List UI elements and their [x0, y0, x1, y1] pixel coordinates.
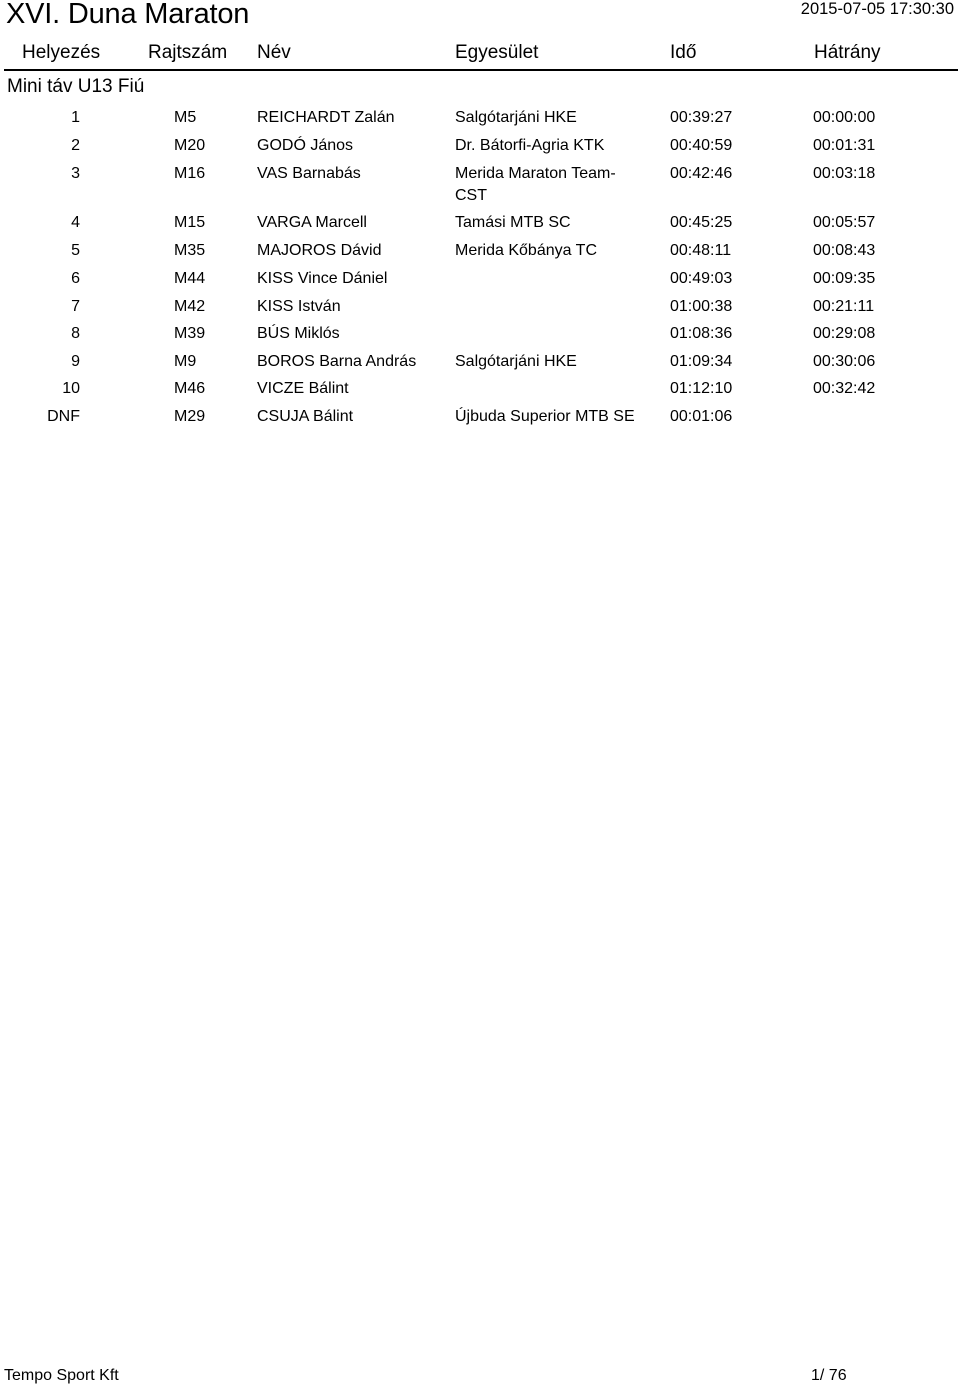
cell-name: VARGA Marcell — [257, 214, 367, 231]
cell-place: 5 — [71, 242, 80, 259]
cell-gap: 00:30:06 — [813, 353, 876, 370]
cell-gap: 00:05:57 — [813, 214, 876, 231]
cell-club: Merida Kőbánya TC — [455, 242, 597, 259]
category-title: Mini táv U13 Fiú — [7, 76, 145, 97]
cell-name: KISS Vince Dániel — [257, 270, 388, 287]
cell-place: 2 — [71, 137, 80, 154]
cell-club: Újbuda Superior MTB SE — [455, 408, 635, 425]
column-header-place: Helyezés — [22, 42, 101, 63]
cell-club: Merida Maraton Team-CST — [455, 165, 616, 204]
cell-place: 10 — [62, 380, 80, 397]
cell-place: DNF — [47, 408, 80, 425]
cell-gap: 00:03:18 — [813, 165, 876, 182]
cell-time: 01:00:38 — [670, 298, 733, 315]
cell-bib: M9 — [174, 353, 197, 370]
cell-club: Salgótarjáni HKE — [455, 109, 577, 126]
cell-place: 4 — [71, 214, 80, 231]
column-header-time: Idő — [670, 42, 697, 63]
cell-place: 6 — [71, 270, 80, 287]
cell-gap: 00:09:35 — [813, 270, 876, 287]
cell-gap: 00:01:31 — [813, 137, 876, 154]
column-header-bib: Rajtszám — [148, 42, 228, 63]
cell-place: 9 — [71, 353, 80, 370]
cell-club: Dr. Bátorfi-Agria KTK — [455, 137, 605, 154]
cell-time: 00:48:11 — [670, 242, 732, 259]
cell-place: 7 — [71, 298, 80, 315]
cell-club: Salgótarjáni HKE — [455, 353, 577, 370]
cell-place: 1 — [71, 109, 80, 126]
cell-name: MAJOROS Dávid — [257, 242, 382, 259]
cell-club: Tamási MTB SC — [455, 214, 571, 231]
cell-gap: 00:32:42 — [813, 380, 876, 397]
cell-bib: M42 — [174, 298, 206, 315]
footer-page-number: 1/ 76 — [811, 1367, 847, 1384]
cell-name: KISS István — [257, 298, 341, 315]
cell-place: 8 — [71, 325, 80, 342]
cell-name: BOROS Barna András — [257, 353, 417, 370]
cell-gap: 00:21:11 — [813, 298, 875, 315]
cell-bib: M44 — [174, 270, 206, 287]
cell-place: 3 — [71, 165, 80, 182]
cell-name: VICZE Bálint — [257, 380, 349, 397]
column-header-name: Név — [257, 42, 291, 63]
cell-time: 01:12:10 — [670, 380, 733, 397]
cell-name: BÚS Miklós — [257, 325, 340, 342]
cell-bib: M20 — [174, 137, 206, 154]
cell-time: 00:40:59 — [670, 137, 733, 154]
page-title: XVI. Duna Maraton — [6, 0, 250, 30]
cell-bib: M35 — [174, 242, 206, 259]
cell-time: 00:39:27 — [670, 109, 733, 126]
cell-time: 00:49:03 — [670, 270, 733, 287]
print-timestamp: 2015-07-05 17:30:30 — [800, 0, 954, 18]
cell-name: VAS Barnabás — [257, 165, 361, 182]
cell-name: GODÓ János — [257, 137, 354, 154]
cell-bib: M29 — [174, 408, 206, 425]
cell-gap: 00:29:08 — [813, 325, 876, 342]
column-header-club: Egyesület — [455, 42, 539, 63]
header-divider — [4, 69, 958, 71]
cell-name: CSUJA Bálint — [257, 408, 354, 425]
cell-bib: M39 — [174, 325, 206, 342]
cell-bib: M5 — [174, 109, 197, 126]
cell-gap: 00:08:43 — [813, 242, 876, 259]
cell-name: REICHARDT Zalán — [257, 109, 395, 126]
footer-company: Tempo Sport Kft — [4, 1367, 119, 1384]
cell-time: 00:45:25 — [670, 214, 733, 231]
cell-time: 00:01:06 — [670, 408, 733, 425]
cell-gap: 00:00:00 — [813, 109, 876, 126]
cell-time: 00:42:46 — [670, 165, 733, 182]
cell-time: 01:08:36 — [670, 325, 733, 342]
cell-bib: M46 — [174, 380, 206, 397]
cell-bib: M15 — [174, 214, 206, 231]
cell-bib: M16 — [174, 165, 206, 182]
cell-time: 01:09:34 — [670, 353, 733, 370]
column-header-gap: Hátrány — [814, 42, 881, 63]
